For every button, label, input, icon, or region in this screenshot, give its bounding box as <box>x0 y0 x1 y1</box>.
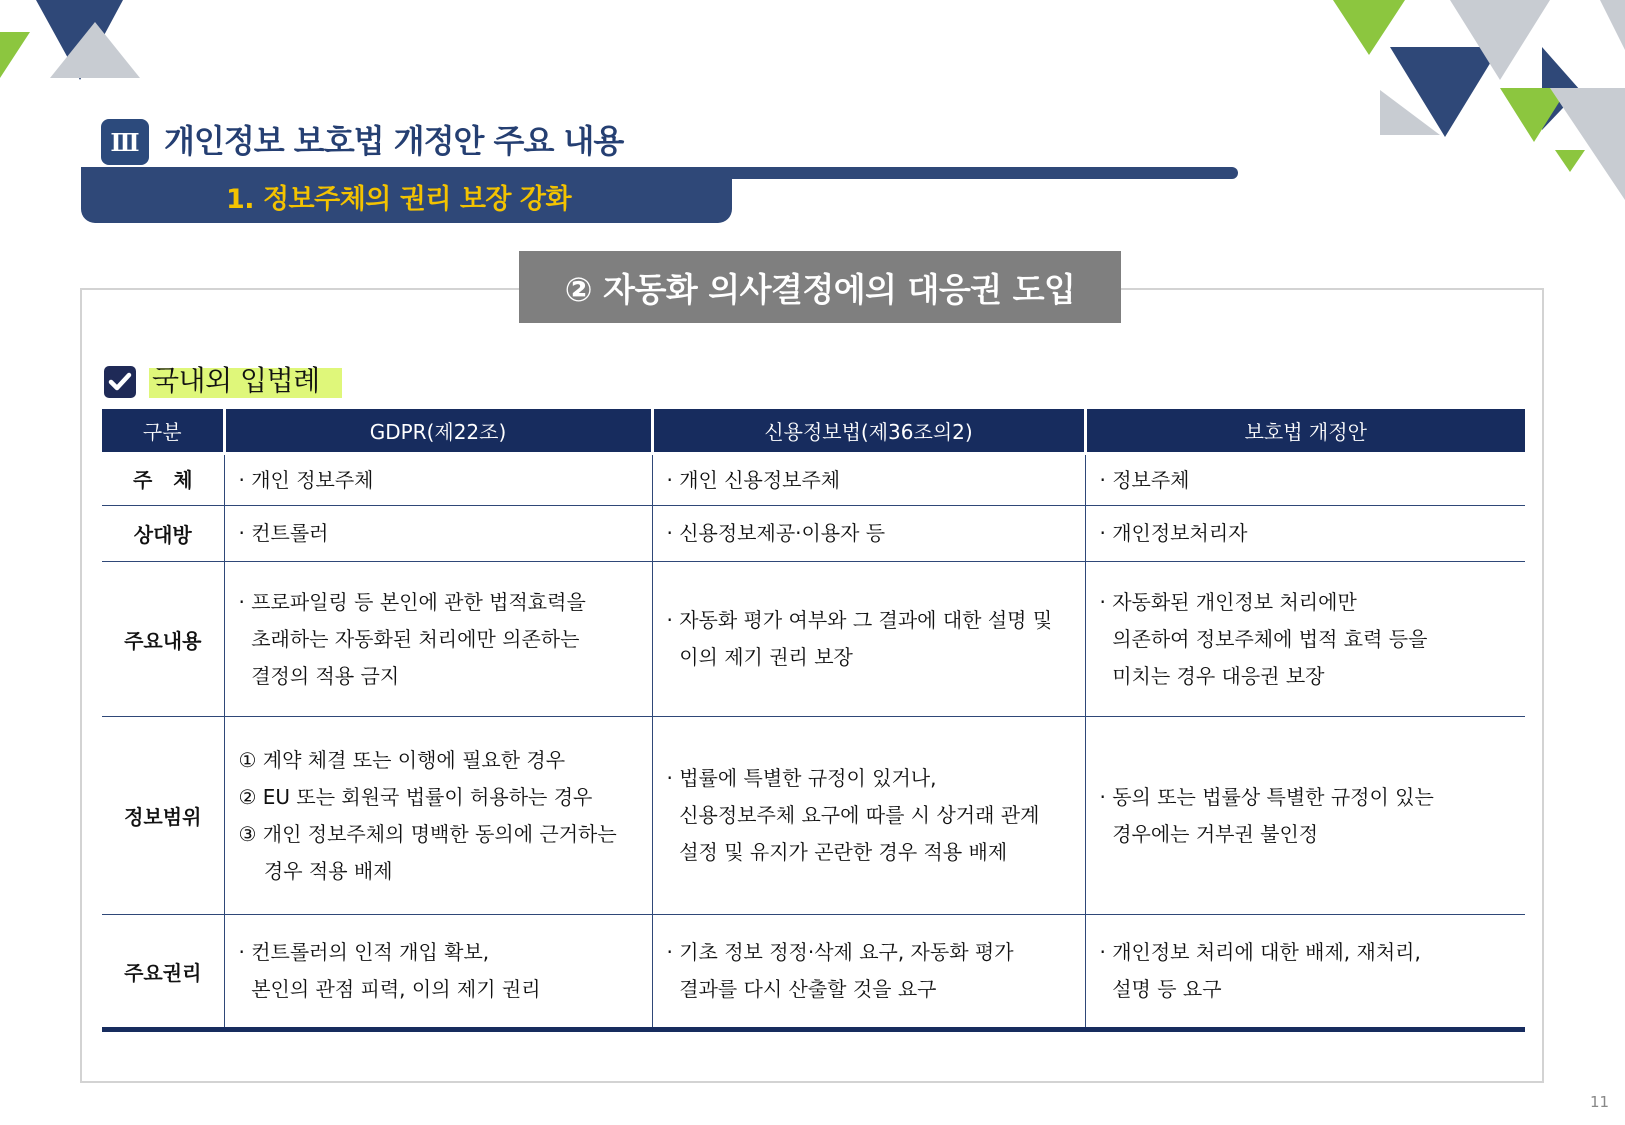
row-label: 정보범위 <box>102 717 224 915</box>
row-label: 주 체 <box>102 454 224 506</box>
table-row <box>102 717 1525 915</box>
column-header: 구분 <box>102 409 224 454</box>
section-numeral: Ⅲ <box>110 127 140 157</box>
table-cell: · 개인정보처리자 <box>1085 506 1525 562</box>
comparison-table <box>102 409 1525 1032</box>
table-header-row <box>102 409 1525 454</box>
table-cell: · 법률에 특별한 규정이 있거나, 신용정보주체 요구에 따를 시 상거래 관계 설정 및 유지가 곤란한 경우 적용 배제 <box>652 717 1085 915</box>
table-cell: · 컨트롤러 <box>224 506 652 562</box>
table-cell: · 기초 정보 정정·삭제 요구, 자동화 평가 결과를 다시 산출할 것을 요구 <box>652 915 1085 1030</box>
table-row <box>102 915 1525 1030</box>
table-row <box>102 562 1525 717</box>
row-label: 상대방 <box>102 506 224 562</box>
section-title: 개인정보 보호법 개정안 주요 내용 <box>164 122 624 160</box>
row-label: 주요내용 <box>102 562 224 717</box>
row-label: 주요권리 <box>102 915 224 1030</box>
table-row <box>102 506 1525 562</box>
table-cell: · 개인 신용정보주체 <box>652 454 1085 506</box>
subsection-tab <box>81 167 732 223</box>
column-header: 신용정보법(제36조의2) <box>652 409 1085 454</box>
table-cell: · 프로파일링 등 본인에 관한 법적효력을 초래하는 자동화된 처리에만 의존하는 결정의 적용 금지 <box>224 562 652 717</box>
table-cell: · 자동화된 개인정보 처리에만 의존하여 정보주체에 법적 효력 등을 미치는 경우 대응권 보장 <box>1085 562 1525 717</box>
subsection-title: 1. 정보주체의 권리 보장 강화 <box>226 184 572 215</box>
callout-banner <box>519 251 1121 323</box>
column-header: GDPR(제22조) <box>224 409 652 454</box>
section-number-badge <box>101 119 149 165</box>
column-header: 보호법 개정안 <box>1085 409 1525 454</box>
table-cell: · 컨트롤러의 인적 개입 확보, 본인의 관점 피력, 이의 제기 권리 <box>224 915 652 1030</box>
table-cell: · 신용정보제공·이용자 등 <box>652 506 1085 562</box>
table-row <box>102 454 1525 506</box>
table-cell: · 동의 또는 법률상 특별한 규정이 있는 경우에는 거부권 불인정 <box>1085 717 1525 915</box>
table-cell: · 개인정보 처리에 대한 배제, 재처리, 설명 등 요구 <box>1085 915 1525 1030</box>
table-cell: · 개인 정보주체 <box>224 454 652 506</box>
table-cell: ① 계약 체결 또는 이행에 필요한 경우 ② EU 또는 회원국 법률이 허용하는 경우 ③ 개인 정보주체의 명백한 동의에 근거하는 경우 적용 배제 <box>224 717 652 915</box>
page-number: 11 <box>1590 1093 1610 1111</box>
checkbox-checked-icon <box>104 366 136 398</box>
table-cell: · 정보주체 <box>1085 454 1525 506</box>
table-cell: · 자동화 평가 여부와 그 결과에 대한 설명 및 이의 제기 권리 보장 <box>652 562 1085 717</box>
subheading <box>149 364 320 398</box>
callout-title: ② 자동화 의사결정에의 대응권 도입 <box>564 269 1076 309</box>
subheading-label: 국내외 입법례 <box>152 364 320 397</box>
